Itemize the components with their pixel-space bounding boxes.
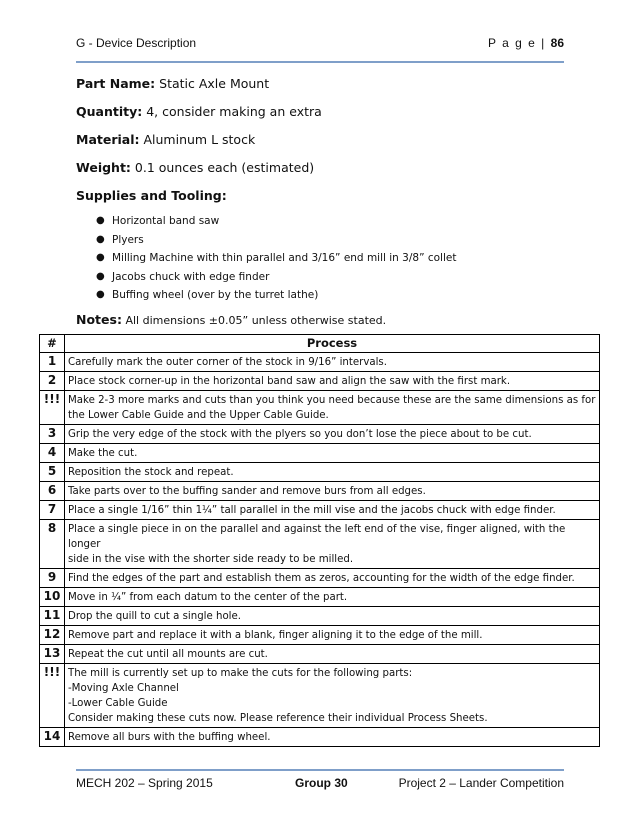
- step-description: [65, 588, 600, 607]
- bullet-icon: ●: [96, 215, 105, 226]
- step-number: 8: [40, 520, 65, 569]
- table-header-row: [40, 335, 600, 353]
- page-header: [76, 36, 564, 56]
- material-value: Aluminum L stock: [143, 132, 256, 147]
- step-line: Remove all burs with the buffing wheel.: [68, 732, 271, 743]
- table-row: [40, 372, 600, 391]
- step-description: [65, 482, 600, 501]
- table-row: [40, 482, 600, 501]
- table-row: [40, 353, 600, 372]
- part-info: [76, 74, 576, 305]
- bullet-icon: ●: [96, 270, 105, 282]
- step-number: 3: [40, 425, 65, 444]
- page-number-block: [488, 36, 564, 50]
- table-row: [40, 728, 600, 747]
- step-number: 14: [40, 728, 65, 747]
- supplies-item: ● Jacobs chuck with edge finder: [96, 268, 576, 287]
- step-number: 2: [40, 372, 65, 391]
- supplies-item: ● Milling Machine with thin parallel and 3/16” end mill in 3/8” collet: [96, 249, 576, 268]
- table-row: [40, 588, 600, 607]
- step-description: [65, 444, 600, 463]
- footer-group: Group 30: [295, 776, 348, 790]
- step-description: [65, 728, 600, 747]
- step-line: Move in ¼” from each datum to the center of the part.: [68, 592, 348, 603]
- step-line: Take parts over to the buffing sander and remove burs from all edges.: [68, 486, 426, 497]
- step-description: [65, 626, 600, 645]
- step-line: -Moving Axle Channel: [68, 683, 179, 694]
- table-row: [40, 607, 600, 626]
- step-description: [65, 353, 600, 372]
- notes: [76, 312, 386, 327]
- supplies-item: ● Buffing wheel (over by the turret lathe): [96, 286, 576, 305]
- table-row: [40, 520, 600, 569]
- step-description: [65, 569, 600, 588]
- step-number: !!!: [40, 391, 65, 425]
- column-header-process: Process: [65, 335, 600, 353]
- step-number: 10: [40, 588, 65, 607]
- weight-value: 0.1 ounces each (estimated): [134, 160, 315, 175]
- step-line: Remove part and replace it with a blank, finger aligning it to the edge of the mill.: [68, 630, 483, 641]
- supplies-list: [76, 212, 576, 305]
- material-field: [76, 130, 576, 158]
- step-line: the Lower Cable Guide and the Upper Cable Guide.: [68, 410, 329, 421]
- step-number: 9: [40, 569, 65, 588]
- step-line: Place stock corner-up in the horizontal band saw and align the saw with the first mark.: [68, 376, 511, 387]
- step-line: Make the cut.: [68, 448, 138, 459]
- step-line: Consider making these cuts now. Please reference their individual Process Sheets.: [68, 713, 488, 724]
- part-name-field: [76, 74, 576, 102]
- step-description: [65, 391, 600, 425]
- table-row: [40, 501, 600, 520]
- column-header-number: #: [40, 335, 65, 353]
- step-number: !!!: [40, 664, 65, 728]
- table-row: [40, 645, 600, 664]
- table-row: [40, 664, 600, 728]
- step-line: Place a single piece in on the parallel and against the left end of the vise, finger aligned, with the longer: [68, 524, 566, 550]
- footer-course: MECH 202 – Spring 2015: [76, 776, 213, 790]
- step-number: 5: [40, 463, 65, 482]
- page-label: P a g e: [488, 36, 537, 50]
- page-number: 86: [550, 36, 564, 50]
- step-number: 13: [40, 645, 65, 664]
- supplies-title: Supplies and Tooling:: [76, 188, 227, 203]
- process-table: [39, 334, 600, 747]
- step-line: -Lower Cable Guide: [68, 698, 168, 709]
- table-row: [40, 391, 600, 425]
- footer-rule: [76, 769, 564, 771]
- bullet-icon: ●: [96, 252, 105, 263]
- step-line: Reposition the stock and repeat.: [68, 467, 234, 478]
- step-number: 6: [40, 482, 65, 501]
- part-name-value: Static Axle Mount: [159, 76, 270, 91]
- step-line: Carefully mark the outer corner of the stock in 9/16” intervals.: [68, 357, 387, 368]
- weight-field: [76, 158, 576, 186]
- notes-label: Notes:: [76, 312, 122, 327]
- step-line: Drop the quill to cut a single hole.: [68, 611, 242, 622]
- step-description: [65, 520, 600, 569]
- step-number: 1: [40, 353, 65, 372]
- bullet-icon: ●: [96, 233, 105, 245]
- step-number: 4: [40, 444, 65, 463]
- quantity-field: [76, 102, 576, 130]
- supplies-item: ● Horizontal band saw: [96, 212, 576, 231]
- step-line: Make 2-3 more marks and cuts than you think you need because these are the same dimensions as for: [68, 395, 596, 406]
- footer-project: Project 2 – Lander Competition: [398, 776, 564, 790]
- table-row: [40, 569, 600, 588]
- step-number: 7: [40, 501, 65, 520]
- header-rule: [76, 61, 564, 63]
- weight-label: Weight:: [76, 160, 131, 175]
- page-separator: |: [541, 36, 546, 50]
- step-line: Repeat the cut until all mounts are cut.: [68, 649, 268, 660]
- step-line: Find the edges of the part and establish them as zeros, accounting for the width of the edge finder.: [68, 573, 575, 584]
- part-name-label: Part Name:: [76, 76, 156, 91]
- step-description: [65, 664, 600, 728]
- step-line: side in the vise with the shorter side ready to be milled.: [68, 554, 354, 565]
- table-row: [40, 444, 600, 463]
- step-number: 12: [40, 626, 65, 645]
- step-line: Grip the very edge of the stock with the plyers so you don’t lose the piece about to be cut.: [68, 429, 532, 440]
- quantity-value: 4, consider making an extra: [146, 104, 322, 119]
- step-description: [65, 607, 600, 626]
- table-row: [40, 626, 600, 645]
- page-footer: [76, 776, 564, 794]
- header-title: G - Device Description: [76, 36, 197, 50]
- process-table-body: [40, 353, 600, 747]
- step-description: [65, 425, 600, 444]
- step-description: [65, 501, 600, 520]
- step-line: Place a single 1/16” thin 1¼” tall parallel in the mill vise and the jacobs chuck with edge finder.: [68, 505, 556, 516]
- table-row: [40, 425, 600, 444]
- step-description: [65, 645, 600, 664]
- step-line: The mill is currently set up to make the cuts for the following parts:: [68, 668, 413, 679]
- quantity-label: Quantity:: [76, 104, 143, 119]
- bullet-icon: ●: [96, 289, 105, 300]
- notes-text: All dimensions ±0.05” unless otherwise stated.: [125, 314, 387, 327]
- table-row: [40, 463, 600, 482]
- step-description: [65, 463, 600, 482]
- supplies-item: ● Plyers: [96, 231, 576, 250]
- material-label: Material:: [76, 132, 140, 147]
- step-description: [65, 372, 600, 391]
- step-number: 11: [40, 607, 65, 626]
